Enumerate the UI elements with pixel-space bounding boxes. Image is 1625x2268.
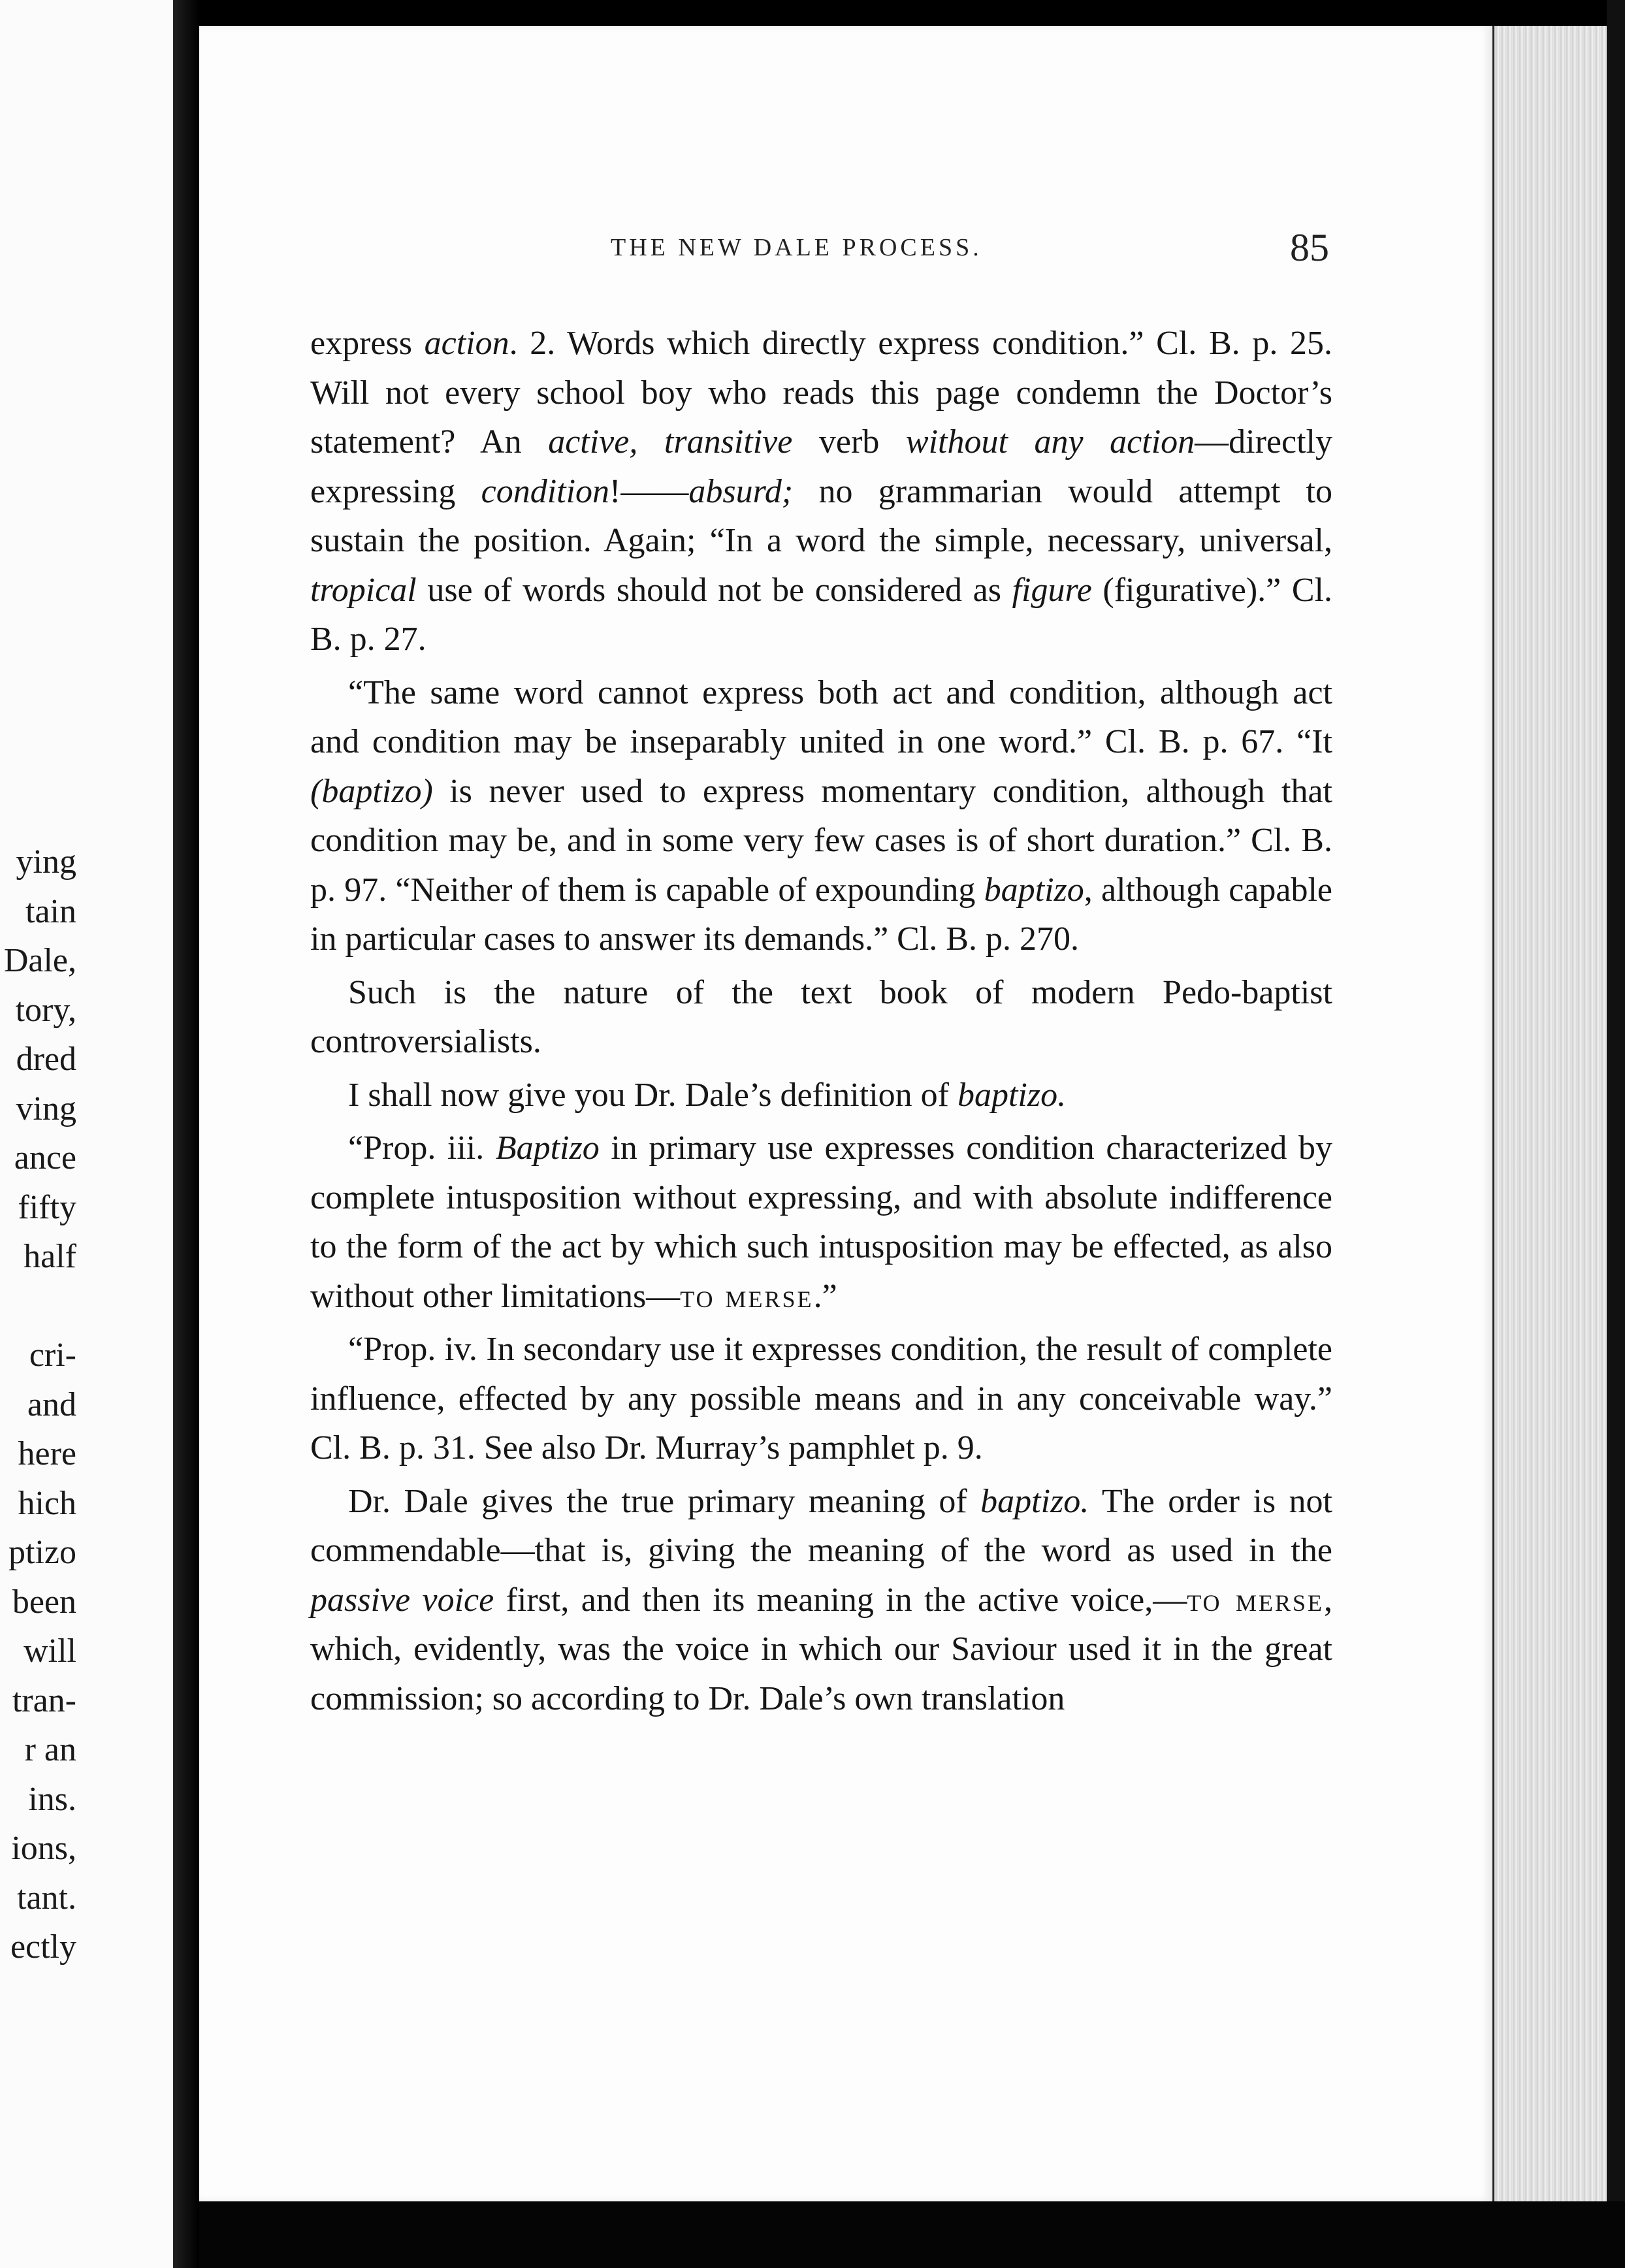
text-run: verb <box>792 423 906 461</box>
left-page-fragment: tain <box>25 892 76 930</box>
italic-text: baptizo <box>984 871 1084 909</box>
body-paragraph <box>310 1124 1332 1321</box>
left-page-fragment: ectly <box>10 1928 76 1966</box>
body-paragraph <box>310 668 1332 964</box>
italic-text: baptizo. <box>980 1482 1089 1520</box>
text-run: Dr. Dale gives the true primary meaning of <box>348 1482 981 1520</box>
left-page-fragment: cri- <box>29 1336 76 1374</box>
text-run: The order is not commendable—that is, giving the meaning of the word as used in the <box>310 1482 1333 1569</box>
text-run: .” <box>813 1277 837 1315</box>
text-run: . 2. Words which directly express condition.” Cl. B. p. 25. Will not every school boy who reads this page condemn the Doctor’s statement? An <box>310 325 1332 461</box>
text-run: !—— <box>609 472 689 510</box>
italic-text: Baptizo <box>495 1129 600 1167</box>
text-run: first, and then its meaning in the active voice,— <box>494 1581 1187 1619</box>
body-paragraph <box>310 1477 1332 1724</box>
left-page-fragment: half <box>24 1238 76 1275</box>
text-run: , although capable in particular cases to answer its demands.” Cl. B. p. 270. <box>310 871 1332 958</box>
scan-edge <box>1607 0 1625 2268</box>
text-run: I shall now give you Dr. Dale’s definition of <box>348 1076 957 1114</box>
text-run: (figurative).” Cl. B. p. 27. <box>310 571 1332 658</box>
left-page-fragment: ying <box>16 843 76 881</box>
italic-text: baptizo. <box>957 1076 1067 1114</box>
left-page-fragment: tran- <box>12 1681 76 1719</box>
left-page-fragment: ance <box>14 1139 76 1176</box>
left-page-fragment: and <box>27 1385 76 1423</box>
left-page-fragment: ving <box>16 1090 76 1127</box>
small-caps-text: to merse <box>1187 1581 1324 1619</box>
left-page-fragment: here <box>18 1435 76 1472</box>
text-run: express <box>310 325 425 362</box>
italic-text: (baptizo) <box>310 772 433 810</box>
text-run: “Prop. iii. <box>348 1129 496 1167</box>
left-page-fragment: ins. <box>28 1780 76 1818</box>
small-caps-text: to merse <box>680 1277 814 1315</box>
text-run: in primary use expresses condition characterized by complete intusposition without expressing, and with absolute indifference to the form of the act by which such intusposition may be effected, as also without other limitations— <box>310 1129 1332 1315</box>
body-paragraph <box>310 1325 1332 1473</box>
left-page-fragment: fifty <box>18 1188 76 1226</box>
left-page-fragment: tory, <box>15 991 76 1029</box>
left-page-fragment: ions, <box>11 1830 76 1867</box>
left-page-fragment <box>0 1282 76 1331</box>
left-page-fragment: tant. <box>17 1879 76 1917</box>
page-number: 85 <box>1290 226 1329 269</box>
italic-text: tropical <box>310 571 417 609</box>
text-run: no grammarian would attempt to sustain the position. Again; “In a word the simple, necessary, universal, <box>310 472 1332 559</box>
left-page-fragment: ptizo <box>8 1534 76 1571</box>
italic-text: absurd; <box>688 472 794 510</box>
left-page-fragment: been <box>12 1583 76 1621</box>
left-page-fragment: hich <box>18 1484 76 1522</box>
italic-text: without any action <box>905 423 1195 461</box>
scan-bottom-edge <box>199 2201 1625 2268</box>
left-page-fragment: will <box>24 1632 76 1670</box>
italic-text: figure <box>1012 571 1092 609</box>
page-body-text <box>310 319 1332 1727</box>
page-stack-edge <box>1492 26 1609 2201</box>
italic-text: condition <box>481 472 610 510</box>
book-gutter <box>173 0 199 2268</box>
left-page-text-fragments <box>0 837 76 1972</box>
book-page <box>199 26 1492 2201</box>
text-run: Such is the nature of the text book of modern Pedo-baptist controversialists. <box>310 973 1332 1060</box>
left-page-fragment: r an <box>24 1731 76 1768</box>
italic-text: action <box>424 325 509 362</box>
running-title: THE NEW DALE PROCESS. <box>611 234 982 261</box>
text-run: , which, evidently, was the voice in which our Saviour used it in the great commission; so according to Dr. Dale’s own translation <box>310 1581 1332 1717</box>
body-paragraph <box>310 319 1332 664</box>
body-paragraph <box>310 1071 1332 1120</box>
running-head <box>199 225 1492 278</box>
left-page-fragment: Dale, <box>3 942 76 979</box>
left-page-fragment: dred <box>16 1041 76 1078</box>
italic-text: active, transitive <box>548 423 793 461</box>
text-run: —directly expressing <box>310 423 1332 510</box>
text-run: “The same word cannot express both act and condition, although act and condition may be inseparably united in one word.” Cl. B. p. 67. “It <box>310 673 1332 760</box>
text-run: “Prop. iv. In secondary use it expresses condition, the result of complete influence, effected by any possible means and in any conceivable way.” Cl. B. p. 31. See also Dr. Murray’s pamphlet p. 9. <box>310 1331 1332 1466</box>
body-paragraph <box>310 968 1332 1067</box>
text-run: use of words should not be considered as <box>416 571 1012 609</box>
italic-text: passive voice <box>310 1581 494 1619</box>
text-run: is never used to express momentary condition, although that condition may be, and in some very few cases is of short duration.” Cl. B. p. 97. “Neither of them is capable of expounding <box>310 772 1332 909</box>
left-facing-page <box>0 0 173 2268</box>
